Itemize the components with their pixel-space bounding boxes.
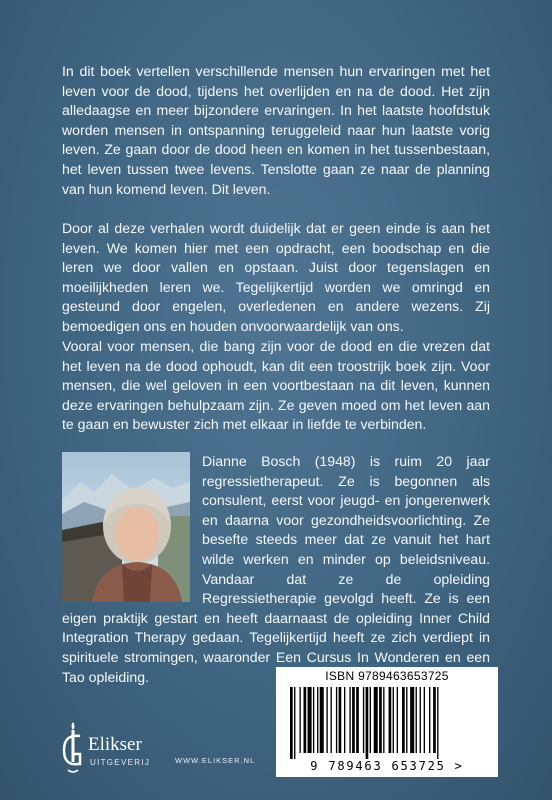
barcode-bar [437, 687, 438, 759]
elikser-g-icon [58, 718, 88, 778]
publisher-website[interactable]: WWW.ELIKSER.NL [175, 756, 256, 765]
barcode-bar [331, 687, 332, 753]
isbn-barcode-box [276, 667, 498, 777]
description-paragraph-1: In dit boek vertellen verschillende mensen hun ervaringen met het leven voor de dood, tijdens het overlijden en na de dood. Het zijn alledaagse en meer bijzondere ervaringen. In het laatste hoofdstuk worden mensen in ontspanning teruggeleid naar hun laatste vorig leven. Ze gaan door de dood heen en komen in het tussenbestaan, het leven tussen twee levens. Tenslotte gaan ze naar de planning van hun komend leven. Dit leven. [62, 63, 490, 197]
barcode-bar [406, 687, 407, 753]
description-paragraph-2: Door al deze verhalen wordt duidelijk dat er geen einde is aan het leven. We komen hier met een opdracht, een boodschap en die leren we door vallen en opstaan. Juist door tegenslagen en moeilijkheden leren we. Tegelijkertijd worden we omringd en gesteund door engelen, overledenen en andere wezens. Zij bemoedigen ons en houden onvoorwaardelijk van ons. [62, 220, 490, 334]
barcode-bar [339, 687, 342, 753]
description-paragraph-3: Vooral voor mensen, die bang zijn voor de dood en die vrezen dat het leven na de dood ophoudt, kan dit een troostrijk boek zijn. Voor mensen, die wel geloven in een voortbestaan na dit leven, kunnen deze ervaringen behulpzaam zijn. Ze geven moed om het leven aan te gaan en bewuster zich met elkaar in liefde te verbinden. [62, 338, 490, 433]
isbn-label: ISBN 9789463653725 [325, 669, 449, 683]
barcode-bar [402, 687, 405, 753]
barcode-bar [366, 687, 369, 759]
barcode-bar [304, 687, 307, 753]
barcode-bar [299, 687, 300, 753]
barcode-bar [344, 687, 345, 753]
barcode-bar [389, 687, 392, 753]
barcode-bar [320, 687, 324, 753]
barcode-bar [352, 687, 355, 753]
barcode-bar [290, 687, 293, 759]
barcode-bar [349, 687, 350, 753]
barcode-bar [393, 687, 394, 753]
barcode-bar [294, 687, 295, 759]
barcode-bar [363, 687, 364, 753]
publisher-logo [58, 718, 178, 778]
publisher-name: Elikser [88, 734, 142, 755]
barcode-bar [424, 687, 425, 753]
author-bio-text: Dianne Bosch (1948) is ruim 20 jaar regressietherapeut. Ze is begonnen als consulent, eerst voor jeugd- en jongerenwerk en daarna voor gezondheidsvoorlichting. Ze besefte steeds meer dat ze vanuit het hart wilde werken en minder op beleidsniveau. Vandaar dat ze de opleiding Regressietherapie gevolgd heeft. Ze is een eigen praktijk gestart en heeft daarnaast de opleiding Inner Child Integration Therapy gedaan. Tegelijkertijd heeft ze zich verdiept in spirituele stromingen, waaronder Een Cursus In Wonderen en een Tao opleiding. [62, 453, 490, 685]
barcode-bar [420, 687, 421, 753]
barcode-bar [308, 687, 312, 753]
barcode-bar [416, 687, 417, 753]
barcode-bar [356, 687, 359, 753]
barcode-bar [383, 687, 384, 753]
photo-spacer [62, 452, 202, 608]
barcode-bar [370, 687, 371, 753]
barcode-bar [410, 687, 414, 753]
barcode-bar [429, 687, 430, 753]
publisher-sub: UITGEVERIJ [90, 758, 151, 767]
barcode-bar [397, 687, 398, 753]
barcode-bar [379, 687, 382, 753]
author-bio [62, 452, 490, 687]
barcode-bar [317, 687, 318, 753]
barcode-bar [313, 687, 314, 753]
barcode-digits: 9 789463 653725 > [310, 759, 464, 773]
barcode [284, 687, 490, 759]
barcode-bar [433, 687, 436, 753]
barcode-bar [374, 687, 378, 753]
barcode-bar [326, 687, 327, 753]
barcode-bar [336, 687, 337, 753]
